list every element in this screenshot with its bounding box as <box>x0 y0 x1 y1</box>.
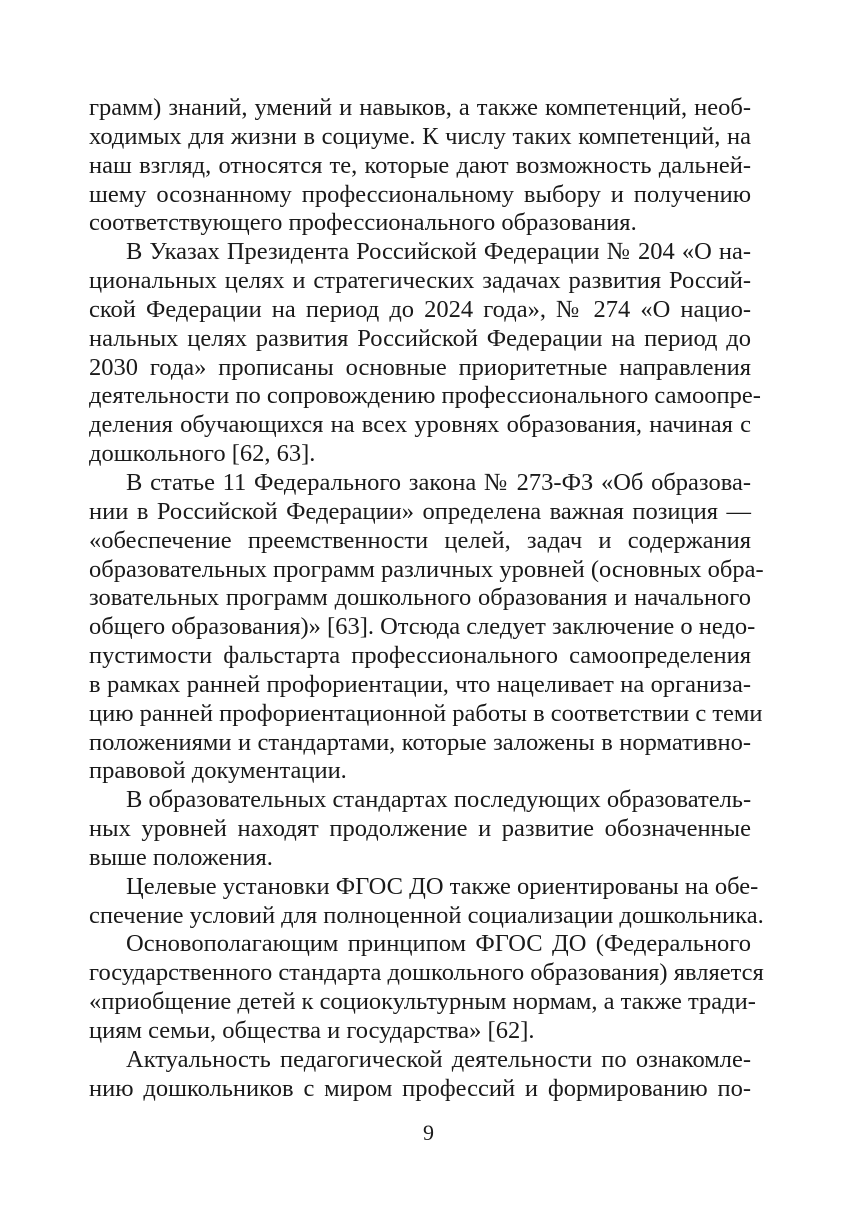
text-line: грамм) знаний, умений и навыков, а также компетенций, необ- <box>89 94 751 121</box>
text-line: наш взгляд, относятся те, которые дают возможность дальней- <box>89 151 751 179</box>
text-line: 2030 года» прописаны основные приоритетные направления <box>89 353 751 381</box>
text-line: ходимых для жизни в социуме. К числу таких компетенций, на <box>89 122 751 150</box>
text-line: Целевые установки ФГОС ДО также ориентированы на обе- <box>126 872 759 900</box>
text-line: циям семьи, общества и государства» [62]. <box>89 1017 535 1044</box>
text-line: образовательных программ различных уровней (основных обра- <box>89 555 764 583</box>
text-line: Актуальность педагогической деятельности по ознакомле- <box>126 1045 751 1073</box>
text-line: «обеспечение преемственности целей, задач и содержания <box>89 526 751 554</box>
text-line: ской Федерации на период до 2024 года», № 274 «О нацио- <box>89 295 751 323</box>
text-line: нии в Российской Федерации» определена важная позиция — <box>89 497 751 525</box>
text-line: выше положения. <box>89 843 273 871</box>
text-line: зовательных программ дошкольного образования и начального <box>89 584 751 612</box>
text-line: положениями и стандартами, которые заложены в нормативно- <box>89 728 751 756</box>
text-line: общего образования)» [63]. Отсюда следует заключение о недо- <box>89 613 756 641</box>
text-line: В статье 11 Федерального закона № 273-ФЗ «Об образова- <box>126 468 751 496</box>
text-line: нию дошкольников с миром профессий и формированию по- <box>89 1074 751 1102</box>
text-line: нальных целях развития Российской Федерации на период до <box>89 324 751 352</box>
text-line: «приобщение детей к социокультурным нормам, а также тради- <box>89 988 756 1016</box>
text-line: цию ранней профориентационной работы в соответствии с теми <box>89 699 763 727</box>
text-line: ных уровней находят продолжение и развитие обозначенные <box>89 815 751 843</box>
text-line: В Указах Президента Российской Федерации № 204 «О на- <box>126 238 751 266</box>
text-line: деления обучающихся на всех уровнях образования, начиная с <box>89 411 751 439</box>
text-line: В образовательных стандартах последующих образователь- <box>126 786 752 814</box>
text-line: правовой документации. <box>89 757 347 785</box>
text-line: государственного стандарта дошкольного образования) является <box>89 959 764 987</box>
text-line: дошкольного [62, 63]. <box>89 440 316 468</box>
text-line: спечение условий для полноценной социализации дошкольника. <box>89 901 764 929</box>
text-line: Основополагающим принципом ФГОС ДО (Федерального <box>126 930 751 958</box>
body-text <box>89 94 764 1104</box>
text-line: пустимости фальстарта профессионального самоопределения <box>89 642 751 670</box>
text-line: циональных целях и стратегических задачах развития Россий- <box>89 267 751 295</box>
text-line: в рамках ранней профориентации, что нацеливает на организа- <box>89 670 751 698</box>
page-number: 9 <box>423 1120 434 1145</box>
text-line: шему осознанному профессиональному выбору и получению <box>89 180 751 208</box>
text-line: соответствующего профессионального образования. <box>89 209 637 237</box>
text-line: деятельности по сопровождению профессионального самоопре- <box>89 382 761 410</box>
